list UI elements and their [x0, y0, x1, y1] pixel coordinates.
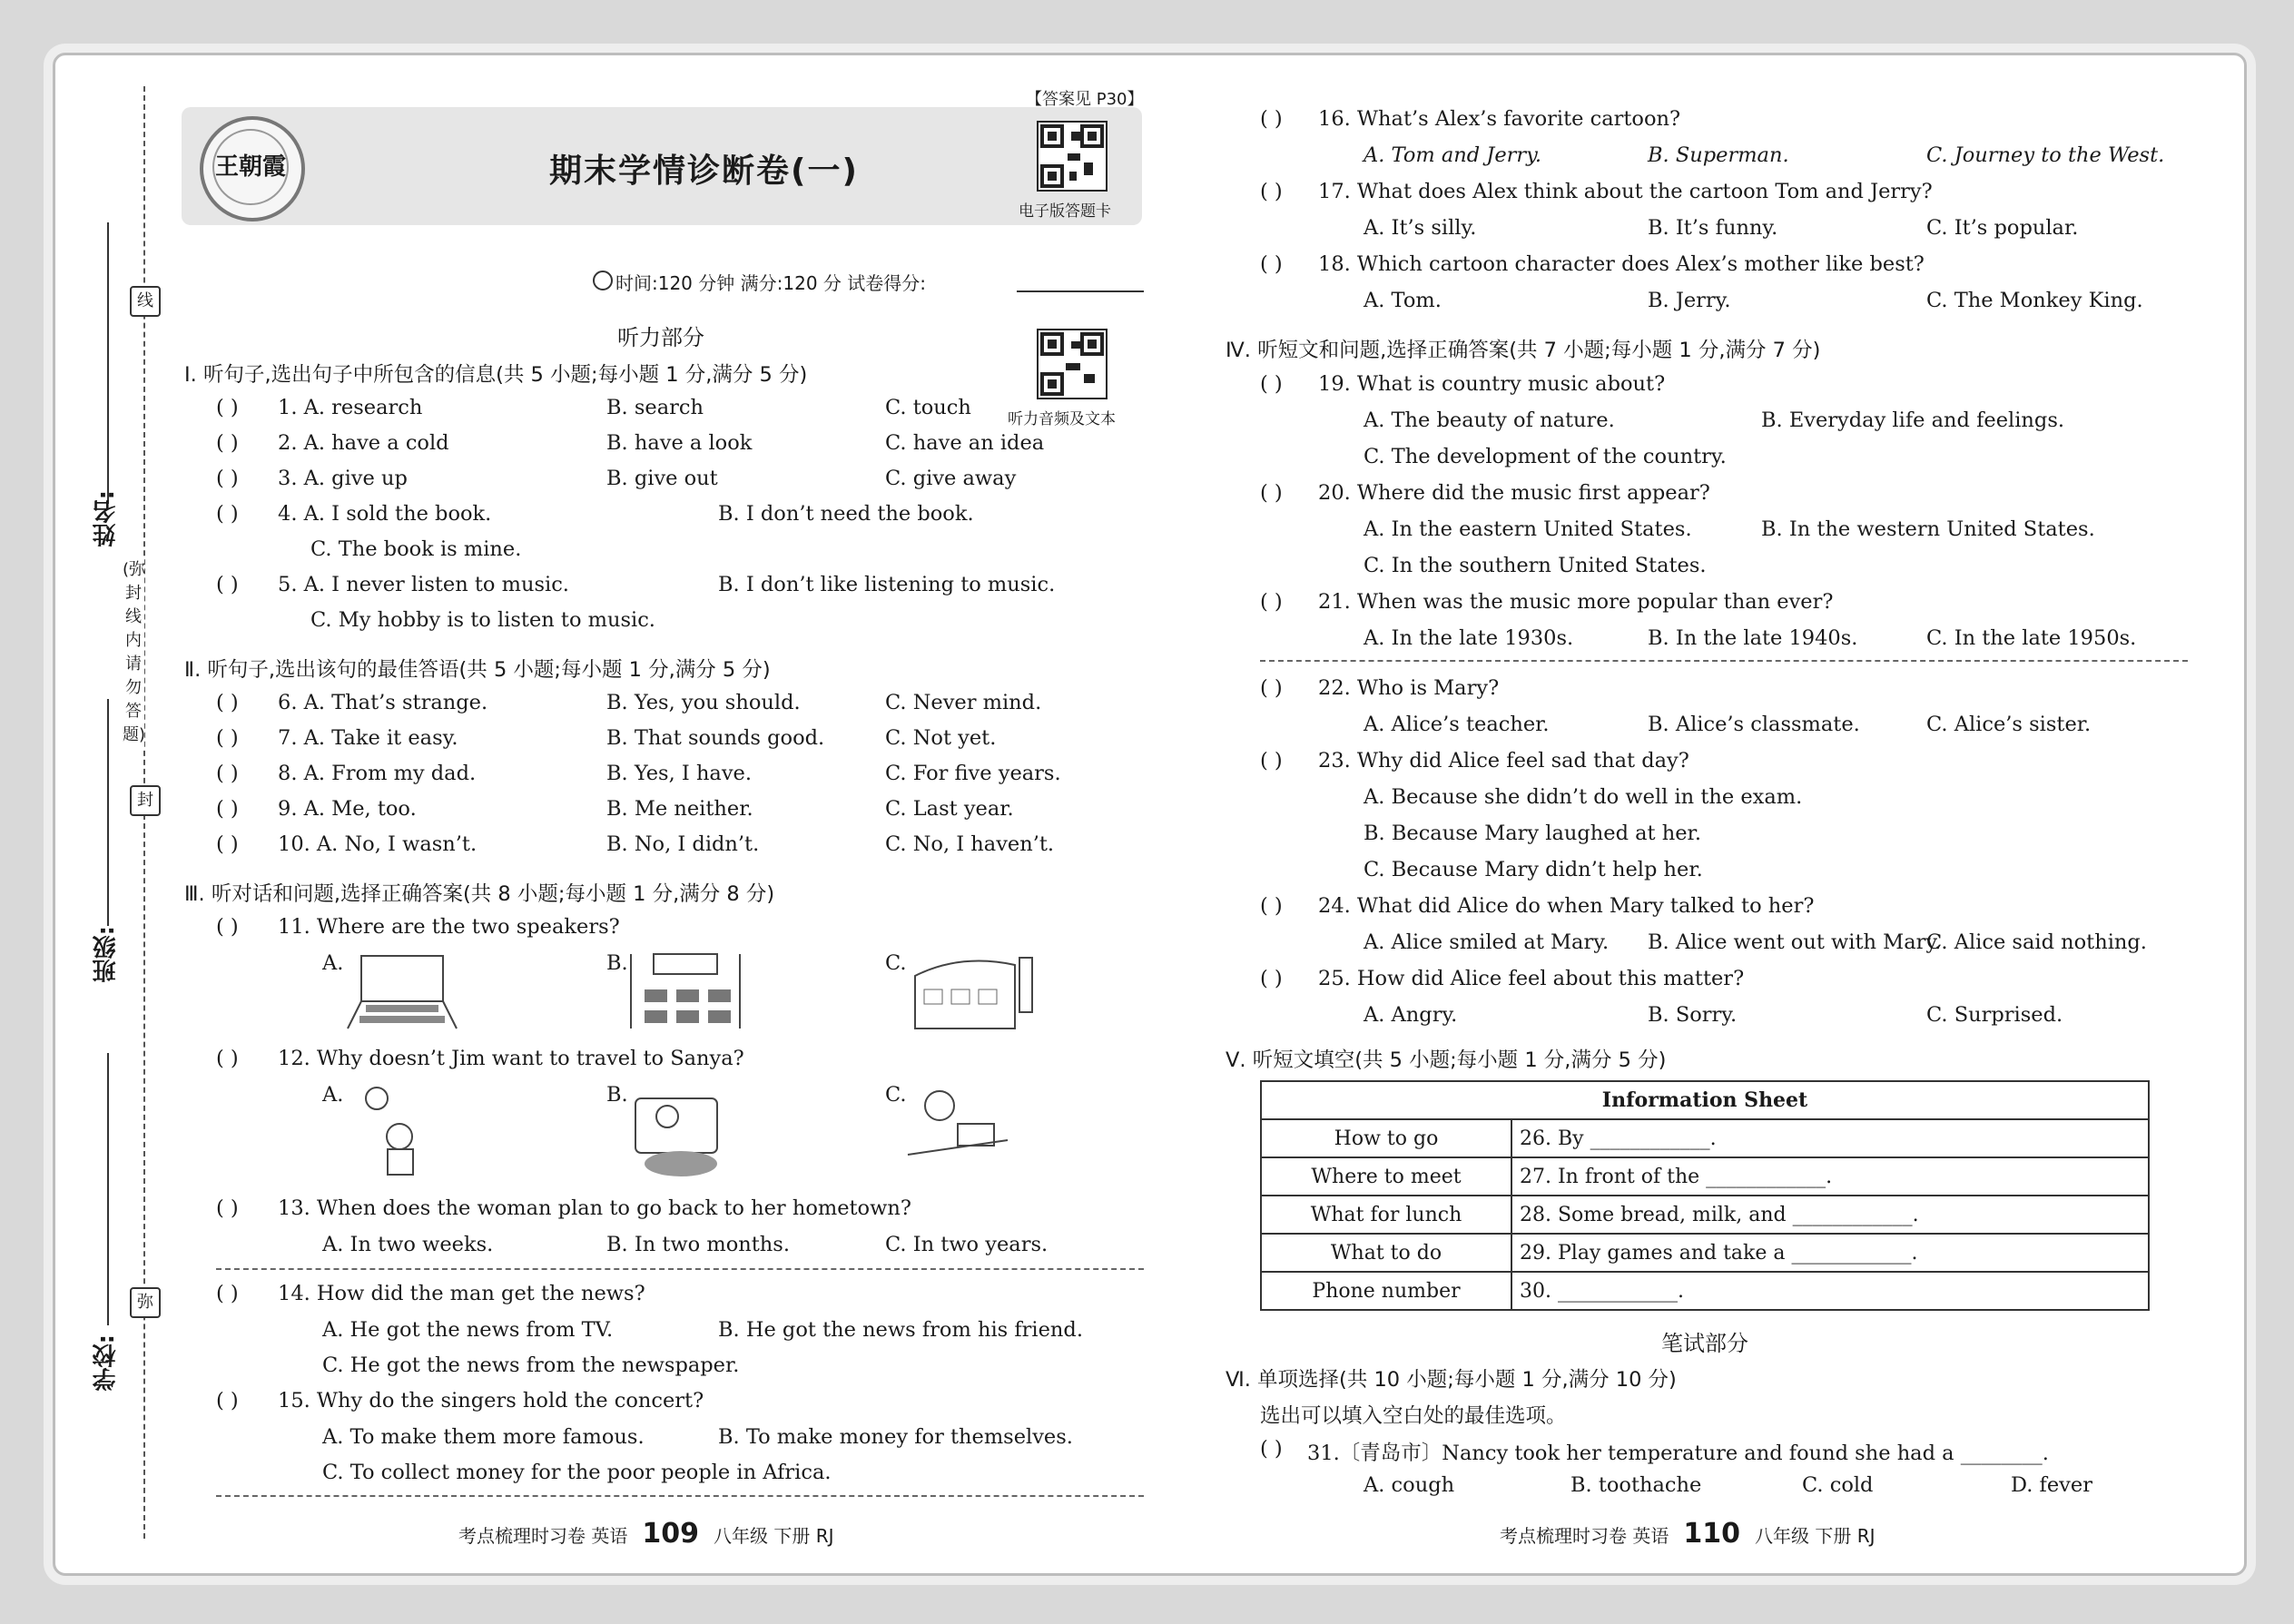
- q8-option-c: C. For five years.: [885, 762, 1061, 785]
- q11-option-b: B.: [606, 951, 628, 975]
- blank-26[interactable]: 26. By ____________.: [1511, 1119, 2149, 1157]
- q16-stem: 16. What’s Alex’s favorite cartoon?: [1318, 107, 1681, 131]
- bracket[interactable]: ( ): [1260, 676, 1283, 700]
- q20-option-b: B. In the western United States.: [1761, 517, 2095, 541]
- school-line: [107, 1053, 109, 1325]
- bracket[interactable]: ( ): [216, 1389, 239, 1412]
- q11-stem: 11. Where are the two speakers?: [278, 915, 620, 939]
- class-label: 班级:: [93, 926, 120, 983]
- row-label: What for lunch: [1261, 1196, 1511, 1234]
- footer-left: [458, 1518, 834, 1550]
- bracket[interactable]: ( ): [1260, 107, 1283, 131]
- info-sheet-title: Information Sheet: [1261, 1081, 2149, 1119]
- bracket[interactable]: ( ): [216, 396, 239, 419]
- q31-stem: 31.〔青岛市〕Nancy took her temperature and found she had a ________.: [1307, 1442, 2049, 1465]
- q1-option-c: C. touch: [885, 396, 971, 419]
- q13-option-c: C. In two years.: [885, 1233, 1049, 1256]
- q20-stem: 20. Where did the music first appear?: [1318, 481, 1710, 505]
- q14-option-a: A. He got the news from TV.: [322, 1318, 614, 1342]
- row-label: Where to meet: [1261, 1157, 1511, 1196]
- q12-option-c: C.: [885, 1083, 907, 1107]
- q17-option-c: C. It’s popular.: [1926, 216, 2079, 240]
- bracket[interactable]: ( ): [216, 1196, 239, 1220]
- q12-stem: 12. Why doesn’t Jim want to travel to Sanya?: [278, 1047, 744, 1070]
- q6-option-a: 6. A. That’s strange.: [278, 691, 488, 714]
- q17-stem: 17. What does Alex think about the cartoon Tom and Jerry?: [1318, 180, 1933, 203]
- q21-option-c: C. In the late 1950s.: [1926, 626, 2137, 650]
- clock-icon: [593, 271, 613, 290]
- q5-option-a: 5. A. I never listen to music.: [278, 573, 569, 596]
- q23-stem: 23. Why did Alice feel sad that day?: [1318, 749, 1689, 773]
- bracket[interactable]: ( ): [1260, 372, 1283, 396]
- q12-option-b: B.: [606, 1083, 628, 1107]
- page-number: 110: [1683, 1518, 1740, 1550]
- q22-stem: 22. Who is Mary?: [1318, 676, 1500, 700]
- q16-option-c: C. Journey to the West.: [1926, 143, 2165, 167]
- divider: [216, 1268, 1144, 1270]
- q11-option-c: C.: [885, 951, 907, 975]
- page-number: 109: [642, 1518, 699, 1550]
- q3-option-a: 3. A. give up: [278, 467, 408, 490]
- q22-option-b: B. Alice’s classmate.: [1648, 713, 1860, 736]
- q5-option-c: C. My hobby is to listen to music.: [310, 608, 655, 632]
- q22-option-c: C. Alice’s sister.: [1926, 713, 2092, 736]
- q15-option-b: B. To make money for themselves.: [718, 1425, 1073, 1449]
- bracket[interactable]: ( ): [216, 573, 239, 596]
- q11-option-a: A.: [322, 951, 344, 975]
- hotel-picture: [906, 949, 1042, 1032]
- classroom-picture: [626, 949, 744, 1032]
- seal-feng-mark: 封: [130, 785, 161, 816]
- bracket[interactable]: ( ): [1260, 967, 1283, 990]
- table-row: [1261, 1196, 2149, 1234]
- bracket[interactable]: ( ): [1260, 590, 1283, 614]
- section-4-title: Ⅳ. 听短文和问题,选择正确答案(共 7 小题;每小题 1 分,满分 7 分): [1226, 339, 1821, 362]
- q22-option-a: A. Alice’s teacher.: [1364, 713, 1550, 736]
- q4-option-b: B. I don’t need the book.: [718, 502, 974, 526]
- blank-29[interactable]: 29. Play games and take a ____________.: [1511, 1234, 2149, 1272]
- q24-option-a: A. Alice smiled at Mary.: [1364, 930, 1610, 954]
- bracket[interactable]: ( ): [1260, 1437, 1283, 1461]
- section-6-instruction: 选出可以填入空白处的最佳选项。: [1260, 1404, 1567, 1428]
- q4-option-c: C. The book is mine.: [310, 537, 522, 561]
- q6-option-c: C. Never mind.: [885, 691, 1042, 714]
- qr-caption-answer-sheet: 电子版答题卡: [1019, 202, 1111, 221]
- row-label: Phone number: [1261, 1272, 1511, 1310]
- q5-option-b: B. I don’t like listening to music.: [718, 573, 1056, 596]
- class-line: [107, 699, 109, 926]
- q19-option-b: B. Everyday life and feelings.: [1761, 408, 2065, 432]
- footer-right: [1500, 1518, 1876, 1550]
- table-row: [1261, 1157, 2149, 1196]
- q2-option-a: 2. A. have a cold: [278, 431, 449, 455]
- page-title: 期末学情诊断卷(一): [549, 153, 859, 190]
- bracket[interactable]: ( ): [216, 832, 239, 856]
- q18-option-c: C. The Monkey King.: [1926, 289, 2143, 312]
- blank-30[interactable]: 30. ____________.: [1511, 1272, 2149, 1310]
- q2-option-c: C. have an idea: [885, 431, 1045, 455]
- blank-27[interactable]: 27. In front of the ____________.: [1511, 1157, 2149, 1196]
- seal-mi-mark: 弥: [130, 1287, 161, 1318]
- q16-option-b: B. Superman.: [1648, 143, 1789, 167]
- q18-option-a: A. Tom.: [1364, 289, 1442, 312]
- bracket[interactable]: ( ): [1260, 180, 1283, 203]
- q31-option-d: D. fever: [2011, 1473, 2092, 1497]
- q15-option-c: C. To collect money for the poor people in Africa.: [322, 1461, 832, 1484]
- q14-option-b: B. He got the news from his friend.: [718, 1318, 1083, 1342]
- section-2-title: Ⅱ. 听句子,选出该句的最佳答语(共 5 小题;每小题 1 分,满分 5 分): [184, 658, 771, 682]
- table-row: [1261, 1119, 2149, 1157]
- exam-meta: 时间:120 分钟 满分:120 分 试卷得分:: [615, 272, 926, 294]
- q10-option-b: B. No, I didn’t.: [606, 832, 760, 856]
- bracket[interactable]: ( ): [216, 1047, 239, 1070]
- q10-option-c: C. No, I haven’t.: [885, 832, 1055, 856]
- bracket[interactable]: ( ): [1260, 894, 1283, 918]
- q13-option-b: B. In two months.: [606, 1233, 790, 1256]
- q13-stem: 13. When does the woman plan to go back to her hometown?: [278, 1196, 911, 1220]
- hot-sun-picture: [350, 1080, 440, 1180]
- q13-option-a: A. In two weeks.: [322, 1233, 494, 1256]
- footer-grade: 八年级 下册 RJ: [1754, 1525, 1876, 1547]
- name-label: 姓名:: [93, 490, 120, 547]
- q31-option-b: B. toothache: [1570, 1473, 1702, 1497]
- qr-caption-audio: 听力音频及文本: [1008, 410, 1116, 428]
- q1-option-b: B. search: [606, 396, 704, 419]
- blank-28[interactable]: 28. Some bread, milk, and ____________.: [1511, 1196, 2149, 1234]
- q25-option-c: C. Surprised.: [1926, 1003, 2063, 1027]
- q4-option-a: 4. A. I sold the book.: [278, 502, 492, 526]
- q23-option-a: A. Because she didn’t do well in the exam.: [1364, 785, 1803, 809]
- bracket[interactable]: ( ): [216, 467, 239, 490]
- q31-option-a: A. cough: [1364, 1473, 1455, 1497]
- divider: [216, 1495, 1144, 1497]
- q1-option-a: 1. A. research: [278, 396, 423, 419]
- q18-stem: 18. Which cartoon character does Alex’s mother like best?: [1318, 252, 1925, 276]
- bracket[interactable]: ( ): [1260, 252, 1283, 276]
- q25-option-a: A. Angry.: [1364, 1003, 1458, 1027]
- information-sheet-table: [1260, 1080, 2150, 1311]
- section-3-title: Ⅲ. 听对话和问题,选择正确答案(共 8 小题;每小题 1 分,满分 8 分): [184, 882, 775, 906]
- bracket[interactable]: ( ): [216, 797, 239, 821]
- q2-option-b: B. have a look: [606, 431, 753, 455]
- qr-code-answer-sheet-icon[interactable]: [1037, 121, 1108, 192]
- q17-option-a: A. It’s silly.: [1364, 216, 1477, 240]
- q20-option-c: C. In the southern United States.: [1364, 554, 1707, 577]
- q14-stem: 14. How did the man get the news?: [278, 1282, 645, 1305]
- q7-option-c: C. Not yet.: [885, 726, 997, 750]
- q9-option-a: 9. A. Me, too.: [278, 797, 417, 821]
- bracket[interactable]: ( ): [216, 431, 239, 455]
- brand-logo: [200, 116, 305, 221]
- seal-notice: (弥封线内请勿答题): [123, 558, 144, 747]
- bracket[interactable]: ( ): [216, 915, 239, 939]
- bracket[interactable]: ( ): [216, 1282, 239, 1305]
- writing-title: 笔试部分: [1661, 1331, 1748, 1356]
- q8-option-a: 8. A. From my dad.: [278, 762, 477, 785]
- q14-option-c: C. He got the news from the newspaper.: [322, 1353, 740, 1377]
- q7-option-a: 7. A. Take it easy.: [278, 726, 458, 750]
- section-5-title: Ⅴ. 听短文填空(共 5 小题;每小题 1 分,满分 5 分): [1226, 1048, 1667, 1072]
- q20-option-a: A. In the eastern United States.: [1364, 517, 1692, 541]
- cinema-picture: [343, 949, 461, 1032]
- divider: [1260, 660, 2188, 662]
- section-6-title: Ⅵ. 单项选择(共 10 小题;每小题 1 分,满分 10 分): [1226, 1368, 1677, 1392]
- row-label: How to go: [1261, 1119, 1511, 1157]
- q31-option-c: C. cold: [1802, 1473, 1874, 1497]
- q21-option-a: A. In the late 1930s.: [1364, 626, 1574, 650]
- q19-option-c: C. The development of the country.: [1364, 445, 1727, 468]
- school-label: 学校:: [93, 1334, 120, 1392]
- q16-option-a: A. Tom and Jerry.: [1364, 143, 1542, 167]
- bracket[interactable]: ( ): [216, 502, 239, 526]
- q3-option-c: C. give away: [885, 467, 1017, 490]
- q21-option-b: B. In the late 1940s.: [1648, 626, 1858, 650]
- listening-title: 听力部分: [617, 325, 704, 350]
- seal-line-mark: 线: [130, 286, 161, 317]
- studying-picture: [903, 1080, 1017, 1180]
- q25-stem: 25. How did Alice feel about this matter?: [1318, 967, 1745, 990]
- q19-stem: 19. What is country music about?: [1318, 372, 1666, 396]
- bracket[interactable]: ( ): [216, 762, 239, 785]
- footer-grade: 八年级 下册 RJ: [713, 1525, 834, 1547]
- q23-option-b: B. Because Mary laughed at her.: [1364, 822, 1701, 845]
- q23-option-c: C. Because Mary didn’t help her.: [1364, 858, 1703, 881]
- q18-option-b: B. Jerry.: [1648, 289, 1731, 312]
- q24-option-b: B. Alice went out with Mary.: [1648, 930, 1942, 954]
- table-row: [1261, 1234, 2149, 1272]
- q19-option-a: A. The beauty of nature.: [1364, 408, 1615, 432]
- bracket[interactable]: ( ): [1260, 481, 1283, 505]
- score-blank[interactable]: [1017, 290, 1144, 292]
- q15-option-a: A. To make them more famous.: [322, 1425, 645, 1449]
- q10-option-a: 10. A. No, I wasn’t.: [278, 832, 478, 856]
- q17-option-b: B. It’s funny.: [1648, 216, 1778, 240]
- q6-option-b: B. Yes, you should.: [606, 691, 801, 714]
- table-row: [1261, 1272, 2149, 1310]
- section-1-title: Ⅰ. 听句子,选出句子中所包含的信息(共 5 小题;每小题 1 分,满分 5 分): [184, 363, 808, 387]
- q12-option-a: A.: [322, 1083, 344, 1107]
- q8-option-b: B. Yes, I have.: [606, 762, 753, 785]
- q3-option-b: B. give out: [606, 467, 718, 490]
- name-line: [107, 222, 109, 504]
- bracket[interactable]: ( ): [1260, 749, 1283, 773]
- q24-option-c: C. Alice said nothing.: [1926, 930, 2147, 954]
- q9-option-b: B. Me neither.: [606, 797, 753, 821]
- footer-series: 考点梳理时习卷 英语: [1500, 1525, 1669, 1547]
- q7-option-b: B. That sounds good.: [606, 726, 825, 750]
- q24-stem: 24. What did Alice do when Mary talked to her?: [1318, 894, 1815, 918]
- bracket[interactable]: ( ): [216, 726, 239, 750]
- q9-option-c: C. Last year.: [885, 797, 1014, 821]
- sick-in-bed-picture: [626, 1080, 731, 1180]
- logo-text: 王朝霞: [212, 129, 289, 205]
- q25-option-b: B. Sorry.: [1648, 1003, 1738, 1027]
- q15-stem: 15. Why do the singers hold the concert?: [278, 1389, 704, 1412]
- footer-series: 考点梳理时习卷 英语: [458, 1525, 628, 1547]
- bracket[interactable]: ( ): [216, 691, 239, 714]
- answer-reference: 【答案见 P30】: [1026, 90, 1144, 109]
- q21-stem: 21. When was the music more popular than ever?: [1318, 590, 1834, 614]
- qr-code-audio-icon[interactable]: [1037, 329, 1108, 399]
- row-label: What to do: [1261, 1234, 1511, 1272]
